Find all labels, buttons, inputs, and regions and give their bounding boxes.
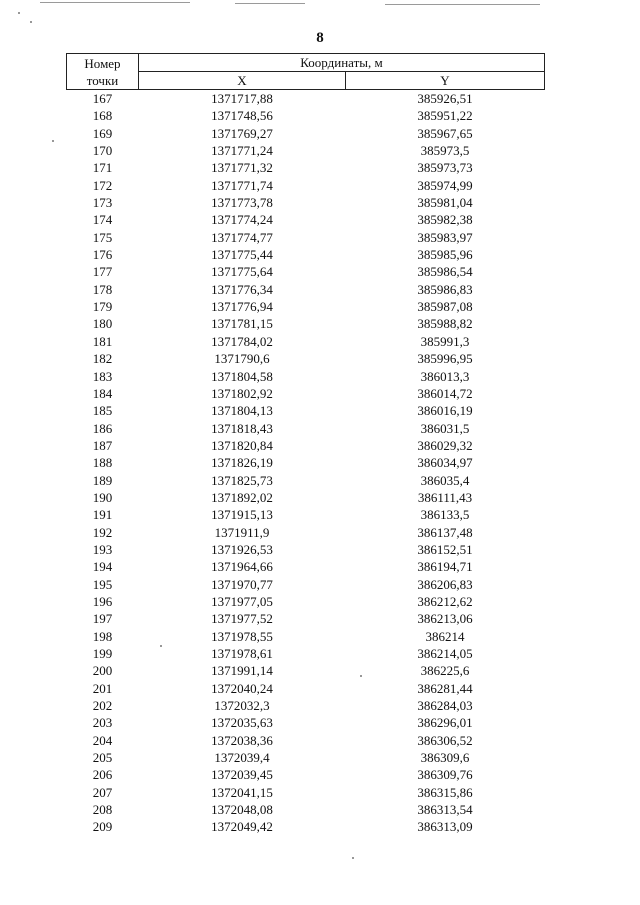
point-number-cell: 175 bbox=[92, 229, 113, 245]
table-row bbox=[67, 246, 545, 263]
y-coordinate-cell: 386214,05 bbox=[417, 646, 473, 661]
y-coordinate-cell: 386206,83 bbox=[417, 576, 473, 592]
table-row bbox=[67, 680, 545, 697]
x-coordinate-cell: 1371978,55 bbox=[211, 628, 273, 644]
y-coordinate-cell: 386194,71 bbox=[417, 559, 473, 575]
x-coordinate-cell: 1372040,24 bbox=[211, 680, 273, 696]
x-coordinate-cell: 1371911,9 bbox=[214, 524, 270, 540]
x-coordinate-cell: 1371771,32 bbox=[211, 160, 273, 176]
x-coordinate-cell: 1371977,52 bbox=[211, 611, 273, 627]
point-number-cell: 200 bbox=[92, 663, 113, 679]
x-coordinate-cell: 1371774,24 bbox=[211, 212, 273, 228]
table-row bbox=[67, 454, 545, 471]
scan-artifact-line bbox=[235, 3, 305, 4]
x-coordinate-cell: 1371784,02 bbox=[211, 333, 273, 349]
y-coordinate-cell: 386034,97 bbox=[417, 455, 473, 471]
x-coordinate-cell: 1371748,56 bbox=[211, 108, 273, 124]
x-coordinate-cell: 1372048,08 bbox=[211, 802, 273, 818]
x-coordinate-cell: 1372039,4 bbox=[214, 750, 270, 766]
point-number-cell: 173 bbox=[92, 195, 113, 211]
point-number-header bbox=[67, 54, 139, 90]
table-row bbox=[67, 662, 545, 679]
table-row bbox=[67, 506, 545, 523]
point-number-cell: 171 bbox=[92, 160, 113, 176]
y-coordinate-cell: 386309,6 bbox=[420, 750, 470, 766]
point-number-cell: 208 bbox=[92, 802, 113, 818]
point-number-cell: 192 bbox=[92, 524, 113, 540]
point-number-cell: 194 bbox=[92, 559, 113, 575]
x-coordinate-cell: 1371771,74 bbox=[211, 177, 273, 193]
table-row bbox=[67, 801, 545, 818]
table-row bbox=[67, 818, 545, 835]
table-row bbox=[67, 211, 545, 228]
table-row bbox=[67, 489, 545, 506]
scan-artifact-dot bbox=[52, 140, 54, 142]
table-row bbox=[67, 610, 545, 627]
table-row bbox=[67, 90, 545, 108]
x-coordinate-cell: 1371771,24 bbox=[211, 143, 273, 159]
point-number-cell: 203 bbox=[92, 715, 113, 731]
table-row bbox=[67, 541, 545, 558]
x-coordinate-cell: 1371915,13 bbox=[211, 507, 273, 523]
x-coordinate-cell: 1371773,78 bbox=[211, 195, 273, 211]
y-coordinate-cell: 385991,3 bbox=[420, 333, 470, 349]
table-row bbox=[67, 558, 545, 575]
point-number-cell: 206 bbox=[92, 767, 113, 783]
y-coordinate-cell: 385982,38 bbox=[417, 212, 473, 228]
x-coordinate-cell: 1371775,64 bbox=[211, 264, 273, 280]
y-coordinate-cell: 386284,03 bbox=[417, 698, 473, 714]
point-number-cell: 197 bbox=[92, 611, 113, 627]
y-coordinate-cell: 386016,19 bbox=[417, 403, 473, 419]
x-coordinate-cell: 1371802,92 bbox=[211, 385, 273, 401]
table-row bbox=[67, 576, 545, 593]
point-number-cell: 174 bbox=[92, 212, 113, 228]
table-row bbox=[67, 714, 545, 731]
y-coordinate-cell: 386031,5 bbox=[420, 420, 470, 436]
x-coordinate-cell: 1371790,6 bbox=[214, 351, 270, 367]
table-row bbox=[67, 315, 545, 332]
point-number-cell: 204 bbox=[92, 732, 113, 748]
y-coordinate-cell: 385967,65 bbox=[417, 125, 473, 141]
y-coordinate-cell: 385926,51 bbox=[417, 91, 473, 106]
table-row bbox=[67, 350, 545, 367]
y-coordinate-cell: 385973,5 bbox=[420, 143, 470, 159]
point-number-cell: 189 bbox=[92, 472, 113, 488]
y-coordinate-cell: 386281,44 bbox=[417, 680, 473, 696]
point-number-cell: 177 bbox=[92, 264, 113, 280]
x-coordinate-cell: 1372039,45 bbox=[211, 767, 273, 783]
y-coordinate-cell: 385974,99 bbox=[417, 177, 473, 193]
y-coordinate-cell: 385987,08 bbox=[417, 299, 473, 315]
scan-artifact-dot bbox=[30, 21, 32, 23]
x-coordinate-cell: 1371804,13 bbox=[211, 403, 273, 419]
scan-artifact-line bbox=[40, 2, 190, 3]
table-row bbox=[67, 125, 545, 142]
point-number-cell: 184 bbox=[92, 385, 113, 401]
x-coordinate-cell: 1371977,05 bbox=[211, 593, 273, 609]
y-coordinate-cell: 386214 bbox=[425, 628, 465, 644]
table-row bbox=[67, 229, 545, 246]
y-coordinate-cell: 386013,3 bbox=[420, 368, 470, 384]
y-coordinate-cell: 386111,43 bbox=[417, 489, 473, 505]
point-number-cell: 183 bbox=[92, 368, 113, 384]
table-row bbox=[67, 159, 545, 176]
y-coordinate-cell: 386035,4 bbox=[420, 472, 470, 488]
y-coordinate-cell: 385981,04 bbox=[417, 195, 473, 211]
table-row bbox=[67, 420, 545, 437]
point-number-cell: 198 bbox=[92, 628, 113, 644]
point-number-cell: 168 bbox=[92, 108, 113, 124]
table-header bbox=[67, 54, 545, 90]
x-coordinate-cell: 1371804,58 bbox=[211, 368, 273, 384]
y-coordinate-cell: 386225,6 bbox=[420, 663, 470, 679]
coordinates-group-header: Координаты, м bbox=[139, 54, 545, 72]
x-coordinate-cell: 1371978,61 bbox=[211, 646, 273, 661]
y-coordinate-cell: 385951,22 bbox=[417, 108, 473, 124]
y-coordinate-cell: 385986,54 bbox=[417, 264, 473, 280]
table-row bbox=[67, 368, 545, 385]
table-row bbox=[67, 749, 545, 766]
point-number-cell: 172 bbox=[92, 177, 113, 193]
point-number-cell: 201 bbox=[92, 680, 113, 696]
point-number-cell: 209 bbox=[92, 819, 113, 835]
point-number-cell: 191 bbox=[92, 507, 113, 523]
y-coordinate-cell: 386213,06 bbox=[417, 611, 473, 627]
point-number-cell: 170 bbox=[92, 143, 113, 159]
table-row bbox=[67, 732, 545, 749]
point-number-cell: 187 bbox=[92, 437, 113, 453]
x-coordinate-cell: 1371826,19 bbox=[211, 455, 273, 471]
y-coordinate-cell: 386306,52 bbox=[417, 732, 473, 748]
y-coordinate-cell: 386212,62 bbox=[417, 593, 473, 609]
point-number-cell: 182 bbox=[92, 351, 113, 367]
x-coordinate-cell: 1371926,53 bbox=[211, 541, 273, 557]
point-number-cell: 190 bbox=[92, 489, 113, 505]
scan-artifact-dot bbox=[18, 12, 20, 14]
x-coordinate-cell: 1371818,43 bbox=[211, 420, 273, 436]
table-row bbox=[67, 333, 545, 350]
point-number-cell: 188 bbox=[92, 455, 113, 471]
table-row bbox=[67, 628, 545, 645]
x-coordinate-cell: 1371991,14 bbox=[211, 663, 273, 679]
x-coordinate-cell: 1371820,84 bbox=[211, 437, 273, 453]
point-number-cell: 207 bbox=[92, 784, 113, 800]
y-coordinate-cell: 385985,96 bbox=[417, 247, 473, 263]
point-number-cell: 169 bbox=[92, 125, 113, 141]
table-row bbox=[67, 524, 545, 541]
y-coordinate-cell: 386296,01 bbox=[417, 715, 473, 731]
x-coordinate-cell: 1371717,88 bbox=[211, 91, 273, 106]
x-coordinate-cell: 1371776,34 bbox=[211, 281, 273, 297]
x-coordinate-cell: 1372041,15 bbox=[211, 784, 273, 800]
scan-artifact-dot bbox=[352, 857, 354, 859]
point-number-cell: 186 bbox=[92, 420, 113, 436]
y-coordinate-cell: 386133,5 bbox=[420, 507, 470, 523]
table-row bbox=[67, 177, 545, 194]
coordinates-table bbox=[66, 53, 545, 836]
point-number-cell: 180 bbox=[92, 316, 113, 332]
x-coordinate-cell: 1371776,94 bbox=[211, 299, 273, 315]
point-number-cell: 205 bbox=[92, 750, 113, 766]
y-coordinate-cell: 386029,32 bbox=[417, 437, 473, 453]
y-coordinate-cell: 385986,83 bbox=[417, 281, 473, 297]
point-number-cell: 199 bbox=[92, 646, 113, 661]
x-coordinate-cell: 1371775,44 bbox=[211, 247, 273, 263]
y-coordinate-cell: 385983,97 bbox=[417, 229, 473, 245]
x-coordinate-cell: 1371769,27 bbox=[211, 125, 273, 141]
table-row bbox=[67, 385, 545, 402]
table-row bbox=[67, 142, 545, 159]
y-coordinate-cell: 386152,51 bbox=[417, 541, 473, 557]
table-row bbox=[67, 437, 545, 454]
table-row bbox=[67, 402, 545, 419]
point-number-cell: 193 bbox=[92, 541, 113, 557]
x-coordinate-cell: 1371781,15 bbox=[211, 316, 273, 332]
y-coordinate-cell: 386014,72 bbox=[417, 385, 473, 401]
point-number-cell: 178 bbox=[92, 281, 113, 297]
table-row bbox=[67, 298, 545, 315]
point-number-cell: 196 bbox=[92, 593, 113, 609]
point-number-cell: 176 bbox=[92, 247, 113, 263]
y-coordinate-cell: 386137,48 bbox=[417, 524, 473, 540]
table-row bbox=[67, 645, 545, 662]
x-coordinate-cell: 1372038,36 bbox=[211, 732, 273, 748]
table-row bbox=[67, 784, 545, 801]
table-row bbox=[67, 766, 545, 783]
x-coordinate-cell: 1371892,02 bbox=[211, 489, 273, 505]
table-row bbox=[67, 107, 545, 124]
y-coordinate-cell: 385973,73 bbox=[417, 160, 473, 176]
point-number-cell: 181 bbox=[92, 333, 113, 349]
table-row bbox=[67, 472, 545, 489]
page-number: 8 bbox=[316, 30, 324, 46]
table-body bbox=[67, 90, 545, 836]
point-number-cell: 185 bbox=[92, 403, 113, 419]
y-coordinate-cell: 385988,82 bbox=[417, 316, 473, 332]
y-coordinate-cell: 386309,76 bbox=[417, 767, 473, 783]
x-coordinate-cell: 1371970,77 bbox=[211, 576, 273, 592]
y-coordinate-cell: 386313,54 bbox=[417, 802, 473, 818]
point-number-header-line2: точки bbox=[86, 72, 119, 88]
table-row bbox=[67, 697, 545, 714]
table-row bbox=[67, 593, 545, 610]
table-row bbox=[67, 281, 545, 298]
point-number-cell: 167 bbox=[92, 91, 113, 106]
table-row bbox=[67, 194, 545, 211]
x-coordinate-cell: 1371774,77 bbox=[211, 229, 273, 245]
x-coordinate-cell: 1371964,66 bbox=[211, 559, 273, 575]
x-column-header: X bbox=[139, 72, 346, 90]
table-row bbox=[67, 263, 545, 280]
point-number-cell: 179 bbox=[92, 299, 113, 315]
x-coordinate-cell: 1372032,3 bbox=[214, 698, 270, 714]
scan-artifact-line bbox=[385, 4, 540, 5]
y-coordinate-cell: 385996,95 bbox=[417, 351, 473, 367]
y-column-header: Y bbox=[346, 72, 545, 90]
x-coordinate-cell: 1372035,63 bbox=[211, 715, 273, 731]
point-number-cell: 202 bbox=[92, 698, 113, 714]
y-coordinate-cell: 386315,86 bbox=[417, 784, 473, 800]
x-coordinate-cell: 1372049,42 bbox=[211, 819, 273, 835]
x-coordinate-cell: 1371825,73 bbox=[211, 472, 273, 488]
point-number-header-line1: Номер bbox=[84, 55, 121, 71]
point-number-cell: 195 bbox=[92, 576, 113, 592]
y-coordinate-cell: 386313,09 bbox=[417, 819, 473, 835]
